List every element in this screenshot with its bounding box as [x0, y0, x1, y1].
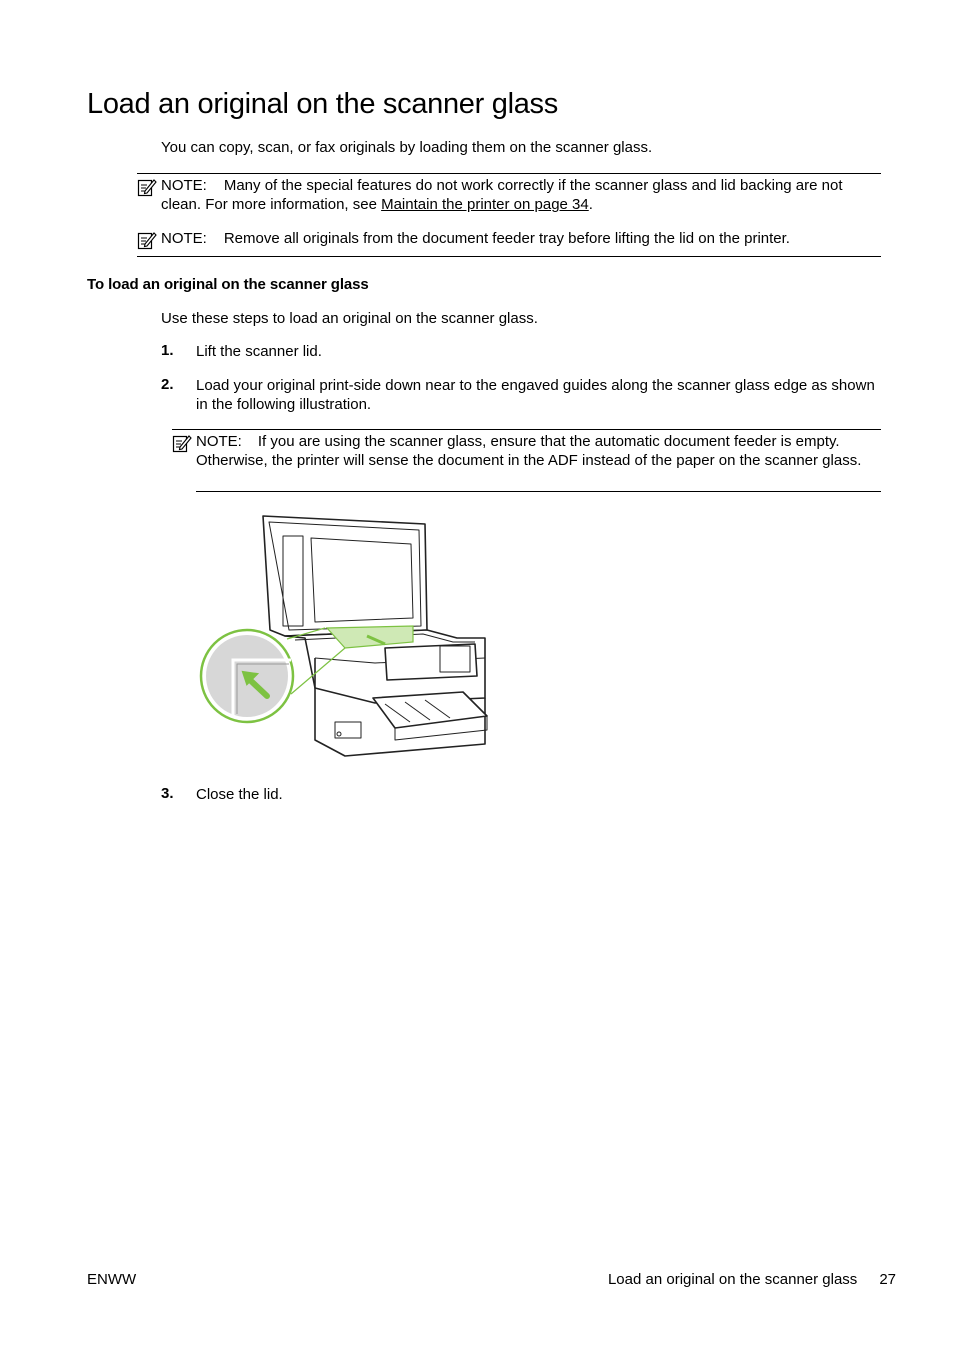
step-text: Load your original print-side down near to the engaved guides along the scanner glass edge as shown in the following illustration. [196, 377, 875, 413]
note-bottom-rule [137, 256, 881, 257]
note-top-rule [137, 173, 881, 174]
page-number: 27 [879, 1271, 896, 1288]
footer-right [608, 1271, 896, 1288]
procedure-heading: To load an original on the scanner glass [87, 276, 369, 293]
step-number: 2. [161, 376, 174, 393]
footer-section-title: Load an original on the scanner glass [607, 1271, 858, 1288]
step-note-text: If you are using the scanner glass, ensure that the automatic document feeder is empty. Otherwise, the printer will sense the document in the ADF instead of the paper on the scanner glass. [196, 433, 862, 469]
note-1-period: . [588, 196, 593, 213]
note-icon [137, 230, 157, 250]
step-note [196, 432, 881, 470]
printer-scanner-illustration [195, 508, 495, 764]
step-text: Close the lid. [196, 786, 283, 803]
step-note-bottom-rule [196, 491, 881, 492]
procedure-intro: Use these steps to load an original on the scanner glass. [161, 310, 538, 327]
note-icon [137, 177, 157, 197]
step-number: 3. [161, 785, 174, 802]
maintain-printer-link[interactable]: Maintain the printer on page 34 [381, 196, 589, 213]
note-2 [161, 229, 881, 248]
note-label: NOTE: [196, 433, 242, 450]
note-icon [172, 433, 192, 453]
note-label: NOTE: [161, 230, 207, 247]
step-text: Lift the scanner lid. [196, 343, 322, 360]
note-2-text: Remove all originals from the document feeder tray before lifting the lid on the printer. [223, 230, 790, 247]
intro-text: You can copy, scan, or fax originals by loading them on the scanner glass. [161, 139, 653, 156]
note-1-text: Many of the special features do not work correctly if the scanner glass and lid backing are not clean. For more information, see [161, 177, 843, 213]
footer-left: ENWW [87, 1271, 137, 1288]
step-number: 1. [161, 342, 174, 359]
note-1 [161, 176, 881, 214]
page-title: Load an original on the scanner glass [87, 88, 558, 120]
note-label: NOTE: [161, 177, 207, 194]
step-note-top-rule [172, 429, 881, 430]
